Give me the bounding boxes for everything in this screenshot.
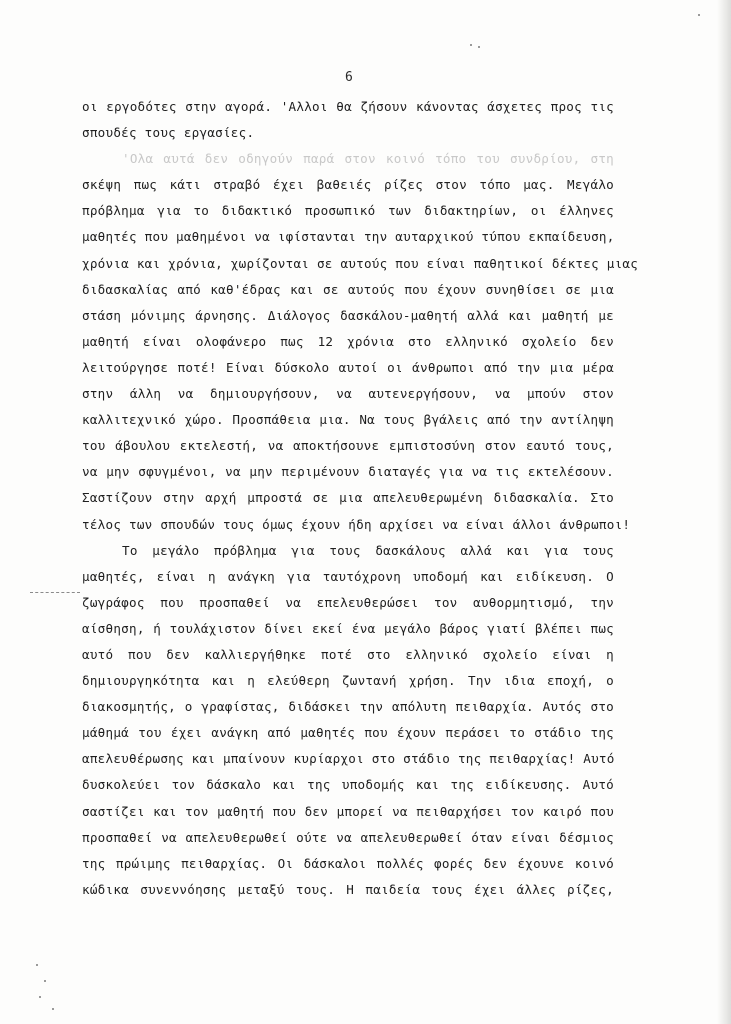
scan-edge-shadow <box>717 0 731 1024</box>
text-line: διδασκαλίας από καθ'έδρας και σε αυτούς που έχουν συνηθίσει σε μια <box>82 281 614 297</box>
scan-speck <box>36 964 38 966</box>
scan-speck <box>39 996 41 998</box>
text-line: μαθητή είναι ολοφάνερο πως 12 χρόνια στο ελληνικό σχολείο δεν <box>82 333 614 349</box>
text-line: αίσθηση, ή τουλάχιστον δίνει εκεί ένα μεγάλο βάρος γιατί βλέπει πως <box>82 620 614 636</box>
scan-dash-mark <box>30 592 80 593</box>
text-line: απελευθέρωσης και μπαίνουν κυρίαρχοι στο στάδιο της πειθαρχίας! Αυτό <box>82 751 615 767</box>
text-line: δημιουργηκότητα και η ελεύθερη ζωντανή χρήση. Την ιδια εποχή, ο <box>82 673 614 689</box>
scan-speck <box>478 46 480 48</box>
text-line: οι εργοδότες στην αγορά. 'Αλλοι θα ζήσουν κάνοντας άσχετες προς τις <box>82 99 614 114</box>
text-line: προσπαθεί να απελευθερωθεί ούτε να απελευθερωθεί όταν είναι δέσμιος <box>82 829 614 845</box>
text-line: ζωγράφος που προσπαθεί να επελευθερώσει τον αυθορμητισμό, την <box>82 594 614 610</box>
text-line: να μην σφυγμένοι, να μην περιμένουν διαταγές για να τις εκτελέσουν. <box>82 464 614 480</box>
text-line-faded: 'Ολα αυτά δεν οδηγούν παρά στον κοινό τόπο του συνδρίου, στη <box>122 151 614 167</box>
scan-speck <box>44 980 46 982</box>
text-line: Σαστίζουν στην αρχή μπροστά σε μια απελευθερωμένη διδασκαλία. Στο <box>82 490 614 506</box>
text-line: πρόβλημα για το διδακτικό προσωπικό των διδακτηρίων, οι έλληνες <box>82 203 614 219</box>
scan-speck <box>470 44 472 46</box>
text-line: του άβουλου εκτελεστή, να αποκτήσουνε εμπιστοσύνη στον εαυτό τους, <box>82 438 614 454</box>
text-line: δυσκολεύει τον δάσκαλο και της υποδομής και της ειδίκευσης. Αυτό <box>82 777 614 793</box>
text-line: διακοσμητής, ο γραφίστας, διδάσκει την απόλυτη πειθαρχία. Αυτός στο <box>82 699 614 715</box>
text-line: σπουδές τους εργασίες. <box>82 125 255 141</box>
text-line: στην άλλη να δημιουργήσουν, να αυτενεργήσουν, να μπούν στον <box>82 386 614 402</box>
text-line: μαθητές που μαθημένοι να ιφίστανται την αυταρχικού τύπου εκπαίδευση, <box>82 229 615 245</box>
scan-speck <box>52 1008 54 1010</box>
text-line: κώδικα συνεννόησης μεταξύ τους. Η παιδεία τους έχει άλλες ρίζες, <box>82 881 614 897</box>
text-line: καλλιτεχνικό χώρο. Προσπάθεια μια. Να τους βγάλεις από την αντίληψη <box>82 412 614 428</box>
text-line: σκέψη πως κάτι στραβό έχει βαθειές ρίζες στον τόπο μας. Μεγάλο <box>82 177 614 193</box>
page-number: 6 <box>345 70 353 85</box>
text-line: μάθημά του έχει ανάγκη από μαθητές που έχουν περάσει το στάδιο της <box>82 725 614 741</box>
body-text <box>82 94 639 903</box>
text-line: σαστίζει και τον μαθητή που δεν μπορεί να πειθαρχήσει τον καιρό που <box>82 803 614 819</box>
text-line: χρόνια και χρόνια, χωρίζονται σε αυτούς που είναι παθητικοί δέκτες μιας <box>82 255 639 271</box>
scan-speck <box>698 14 700 16</box>
text-line: τέλος των σπουδών τους όμως έχουν ήδη αρχίσει να είναι άλλοι άνθρωποι! <box>82 516 631 532</box>
text-line: αυτό που δεν καλλιεργήθηκε ποτέ στο ελληνικό σχολείο είναι η <box>82 646 614 662</box>
text-line: της πρώιμης πειθαρχίας. Οι δάσκαλοι πολλές φορές δεν έχουνε κοινό <box>82 855 614 871</box>
text-line: λειτούργησε ποτέ! Είναι δύσκολο αυτοί οι άνθρωποι από την μια μέρα <box>82 359 614 375</box>
text-line: μαθητές, είναι η ανάγκη για ταυτόχρονη υποδομή και ειδίκευση. Ο <box>82 568 614 584</box>
text-line: στάση μόνιμης άρνησης. Διάλογος δασκάλου-μαθητή αλλά και μαθητή με <box>82 307 614 323</box>
text-line: Το μεγάλο πρόβλημα για τους δασκάλους αλλά και για τους <box>122 542 614 558</box>
